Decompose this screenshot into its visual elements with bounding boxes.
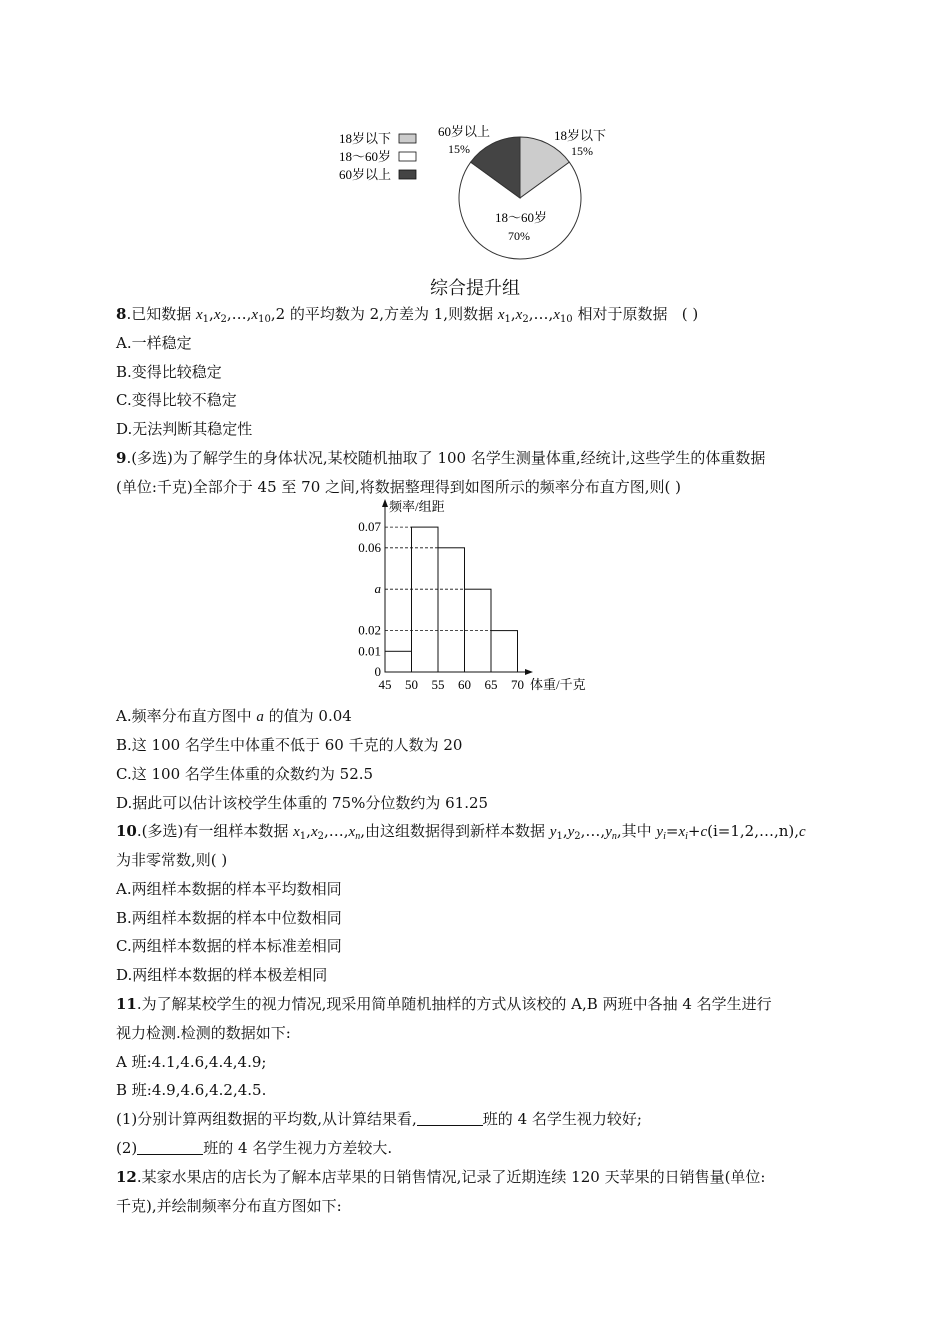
q11-sub2-blank[interactable] <box>137 1140 203 1155</box>
q9-option-a-pre: A.频率分布直方图中 <box>116 707 257 725</box>
q9-stem-line2: (单位:千克)全部介于 45 至 70 之间,将数据整理得到如图所示的频率分布直方图,则( ) <box>116 478 682 496</box>
q12-stem-line1 <box>116 1167 766 1187</box>
q11-sub2-post: 班的 4 名学生视力方差较大. <box>203 1139 393 1157</box>
q10-stem-line1: 10.(多选)有一组样本数据 $x_1,x_2,\dots,x_n$,由这组数据得到新样本数据 $y_1,y_2,\dots,y_n$,其中 $y_i=x_i+c(i=1,2,\dots,n),c$ <box>116 822 806 842</box>
histogram-x-tick-label: 65 <box>484 677 498 692</box>
pie-label-under18-name: 18岁以下 <box>554 128 607 143</box>
q12-line1-text: .某家水果店的店长为了解本店苹果的日销售情况,记录了近期连续 120 天苹果的日销售量(单位: <box>136 1168 766 1186</box>
histogram-x-tick-label: 45 <box>378 677 392 692</box>
histogram-bar-45-50 <box>385 651 412 672</box>
q11-class-b-data: B 班:4.9,4.6,4.2,4.5. <box>116 1081 267 1099</box>
histogram-y-ticks <box>358 519 381 679</box>
q9-option-a-var: a <box>256 709 264 725</box>
q11-sub2-pre: (2) <box>116 1139 138 1157</box>
q10-option-b[interactable]: B.两组样本数据的样本中位数相同 <box>116 909 342 927</box>
q9-stem-line1 <box>116 448 765 468</box>
q8-stem: 8.已知数据 $x_1,x_2,\dots,x_{10},2$ 的平均数为 2,方差为 1,则数据 $x_1,x_2,\dots,x_{10}$ 相对于原数据 ( ) <box>116 305 699 325</box>
q10-stem-e: c <box>799 824 806 840</box>
histogram-x-tick-label: 50 <box>405 677 418 692</box>
q10-stem-a: .(多选)有一组样本数据 <box>136 822 294 840</box>
q10-option-d[interactable]: D.两组样本数据的样本极差相同 <box>116 966 328 984</box>
legend-swatch-under18 <box>399 134 416 143</box>
q11-sub1-blank[interactable] <box>417 1111 483 1126</box>
q9-option-d[interactable]: D.据此可以估计该校学生体重的 75%分位数约为 61.25 <box>116 794 489 812</box>
q11-sub2 <box>116 1138 392 1158</box>
q11-stem-line1 <box>116 994 772 1014</box>
q8-option-b[interactable]: B.变得比较稳定 <box>116 363 222 381</box>
histogram-ylabel: 频率/组距 <box>389 499 445 514</box>
q8-option-d[interactable]: D.无法判断其稳定性 <box>116 420 253 438</box>
q9-option-a[interactable] <box>116 706 352 727</box>
legend-swatch-18to60 <box>399 152 416 161</box>
q8-answer-paren[interactable]: ( ) <box>681 305 699 323</box>
histogram-x-tick-label: 55 <box>431 677 445 692</box>
histogram-y-tick-label: 0.07 <box>358 519 381 535</box>
histogram-bar-55-60 <box>438 548 465 672</box>
pie-legend <box>339 131 416 182</box>
q9-option-c[interactable]: C.这 100 名学生体重的众数约为 52.5 <box>116 765 374 783</box>
histogram-x-ticks <box>379 677 525 692</box>
q8-option-a[interactable]: A.一样稳定 <box>116 334 192 352</box>
q9-option-a-post: 的值为 0.04 <box>263 707 352 725</box>
q10-stem-c: ,其中 <box>616 822 657 840</box>
histogram-figure <box>345 497 605 697</box>
q10-option-a[interactable]: A.两组样本数据的样本平均数相同 <box>116 880 342 898</box>
q10-stem-d: (i=1,2,…,n), <box>707 822 800 840</box>
q12-number: 12 <box>116 1168 137 1186</box>
q9-line1-text: .(多选)为了解学生的身体状况,某校随机抽取了 100 名学生测量体重,经统计,这些学生的体重数据 <box>126 449 766 467</box>
legend-label-over60: 60岁以上 <box>339 167 392 182</box>
q8-stem-c: 相对于原数据 <box>577 305 668 323</box>
q8-stem-a: .已知数据 <box>126 305 196 323</box>
histogram-y-tick-label: a <box>374 581 381 597</box>
legend-swatch-over60 <box>399 170 416 179</box>
histogram-y-tick-label: 0.01 <box>358 643 381 659</box>
q8-number: 8 <box>116 305 127 323</box>
q11-line1-text: .为了解某校学生的视力情况,现采用简单随机抽样的方式从该校的 A,B 两班中各抽 4 名学生进行 <box>136 995 772 1013</box>
histogram-bar-50-55 <box>412 527 439 672</box>
q8-stem-b: 的平均数为 2,方差为 1,则数据 <box>289 305 498 323</box>
pie-label-over60-pct: 15% <box>448 142 470 156</box>
q9-number: 9 <box>116 449 127 467</box>
histogram-y-tick-label: 0.06 <box>358 539 381 555</box>
q10-stem-line2: 为非零常数,则( ) <box>116 851 228 869</box>
histogram-y-tick-label: 0.02 <box>358 622 381 638</box>
q11-number: 11 <box>116 995 137 1013</box>
histogram-bar-65-70 <box>491 631 518 672</box>
q11-stem-line2: 视力检测.检测的数据如下: <box>116 1024 291 1042</box>
q11-sub1-post: 班的 4 名学生视力较好; <box>482 1110 642 1128</box>
pie-label-18to60-pct: 70% <box>508 229 530 243</box>
pie-label-over60-name: 60岁以上 <box>438 124 491 139</box>
legend-label-under18: 18岁以下 <box>339 131 392 146</box>
q10-option-c[interactable]: C.两组样本数据的样本标准差相同 <box>116 937 342 955</box>
q10-stem-b: ,由这组数据得到新样本数据 <box>360 822 550 840</box>
pie-label-18to60-name: 18～60岁 <box>495 210 548 225</box>
histogram-bars <box>385 527 518 672</box>
legend-label-18to60: 18～60岁 <box>339 149 392 164</box>
histogram-x-tick-label: 60 <box>458 677 471 692</box>
pie-label-under18-pct: 15% <box>571 144 593 158</box>
q11-sub1 <box>116 1109 642 1129</box>
q10-number: 10 <box>116 822 137 840</box>
section-title: 综合提升组 <box>430 278 520 299</box>
q12-stem-line2: 千克),并绘制频率分布直方图如下: <box>116 1197 342 1215</box>
q8-option-c[interactable]: C.变得比较不稳定 <box>116 391 237 409</box>
histogram-y-tick-label: 0 <box>374 664 381 679</box>
histogram-x-tick-label: 70 <box>511 677 524 692</box>
pie-chart-figure <box>335 122 635 272</box>
q11-sub1-pre: (1)分别计算两组数据的平均数,从计算结果看, <box>116 1110 417 1128</box>
histogram-xlabel: 体重/千克 <box>530 677 586 692</box>
q9-option-b[interactable]: B.这 100 名学生中体重不低于 60 千克的人数为 20 <box>116 736 463 754</box>
q11-class-a-data: A 班:4.1,4.6,4.4,4.9; <box>116 1053 267 1071</box>
